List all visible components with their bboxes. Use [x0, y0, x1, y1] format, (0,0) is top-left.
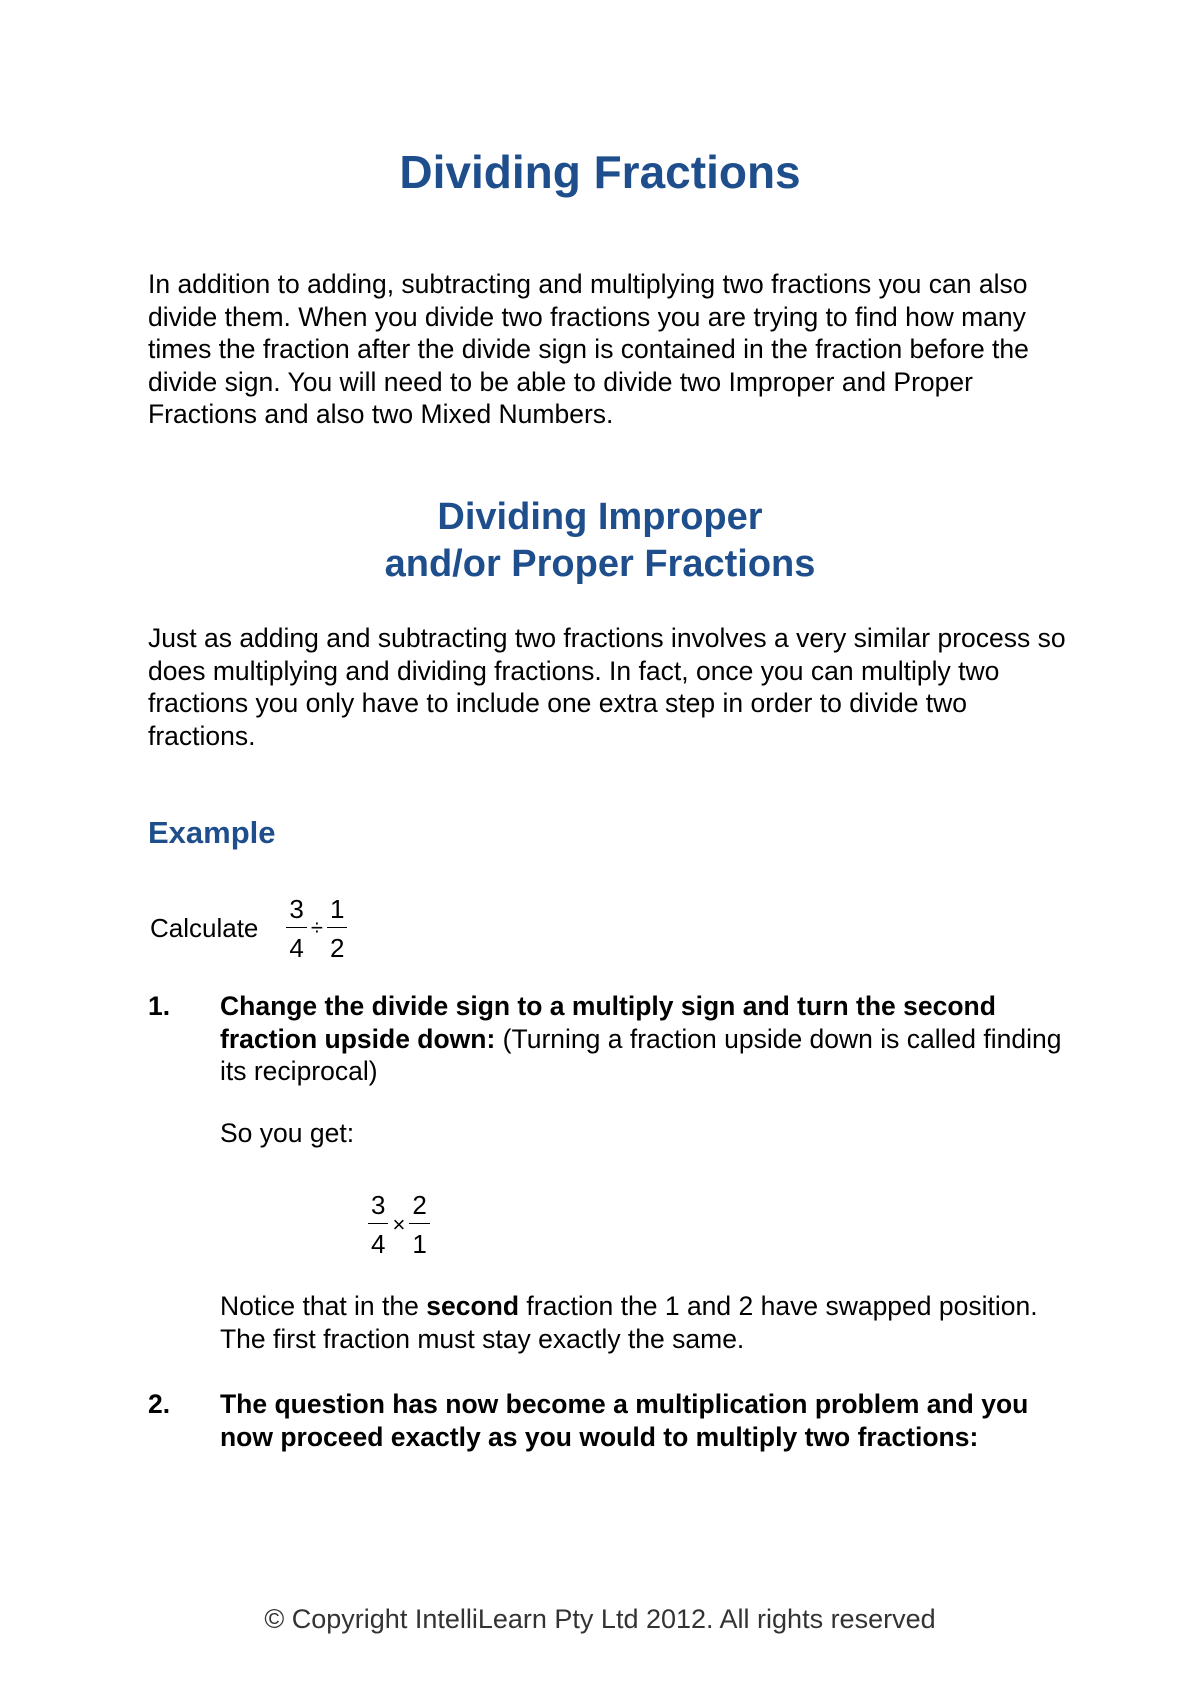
numerator: 3 [286, 894, 306, 928]
step-number: 1. [148, 991, 171, 1021]
step-number: 2. [148, 1389, 171, 1419]
numerator: 2 [409, 1190, 429, 1224]
section-heading-line2: and/or Proper Fractions [384, 543, 816, 585]
page-title: Dividing Fractions [399, 146, 801, 198]
numerator: 1 [327, 894, 347, 928]
fraction-three-quarters [368, 1190, 388, 1259]
calculate-row [150, 888, 347, 968]
step-2 [148, 1388, 1068, 1498]
denominator: 1 [412, 1229, 427, 1259]
notice-paragraph [220, 1290, 1070, 1355]
divide-operator: ÷ [310, 915, 323, 940]
step-instruction: The question has now become a multiplication problem and you now proceed exactly as you would to multiply two fractions: [220, 1389, 1029, 1452]
step-instruction-bold: Change the divide sign to a multiply sign and turn the second fraction upside down: [220, 991, 996, 1054]
intro-paragraph: In addition to adding, subtracting and multiplying two fractions you can also divide them. When you divide two fractions you are trying to find how many times the fraction after the divide sign is contained in the fraction before the divide sign. You will need to be able to divide two Improper and Proper Fractions and also two Mixed Numbers. [148, 269, 1029, 429]
multiplication-expression [368, 1190, 430, 1259]
denominator: 2 [329, 932, 345, 963]
fraction-one-half [327, 894, 347, 963]
numerator: 3 [368, 1190, 388, 1224]
fraction-two-over-one [409, 1190, 429, 1259]
section-heading-line1: Dividing Improper [437, 496, 763, 538]
multiply-operator: × [392, 1211, 406, 1237]
section-heading [0, 494, 1200, 588]
section-paragraph: Just as adding and subtracting two fractions involves a very similar process so does multiplying and dividing fractions. In fact, once you can multiply two fractions you only have to include one extra step in order to divide two fractions. [148, 623, 1066, 751]
example-heading: Example [148, 815, 276, 850]
step-1-notice [148, 1290, 1068, 1370]
denominator: 4 [371, 1229, 386, 1259]
copyright-footer: © Copyright IntelliLearn Pty Ltd 2012. All rights reserved [264, 1604, 936, 1634]
notice-pre: Notice that in the [220, 1291, 427, 1321]
notice-post: fraction the 1 and 2 have swapped position. The first fraction must stay exactly the same. [220, 1291, 1038, 1354]
denominator: 4 [289, 932, 304, 963]
notice-bold: second [426, 1291, 520, 1321]
calculate-label: Calculate [150, 912, 259, 943]
step-instruction [220, 990, 1070, 1088]
so-you-get-label: So you get: [220, 1118, 355, 1148]
fraction-three-quarters [286, 894, 306, 963]
step-instruction-note: (Turning a fraction upside down is called finding its reciprocal) [220, 1023, 1062, 1086]
